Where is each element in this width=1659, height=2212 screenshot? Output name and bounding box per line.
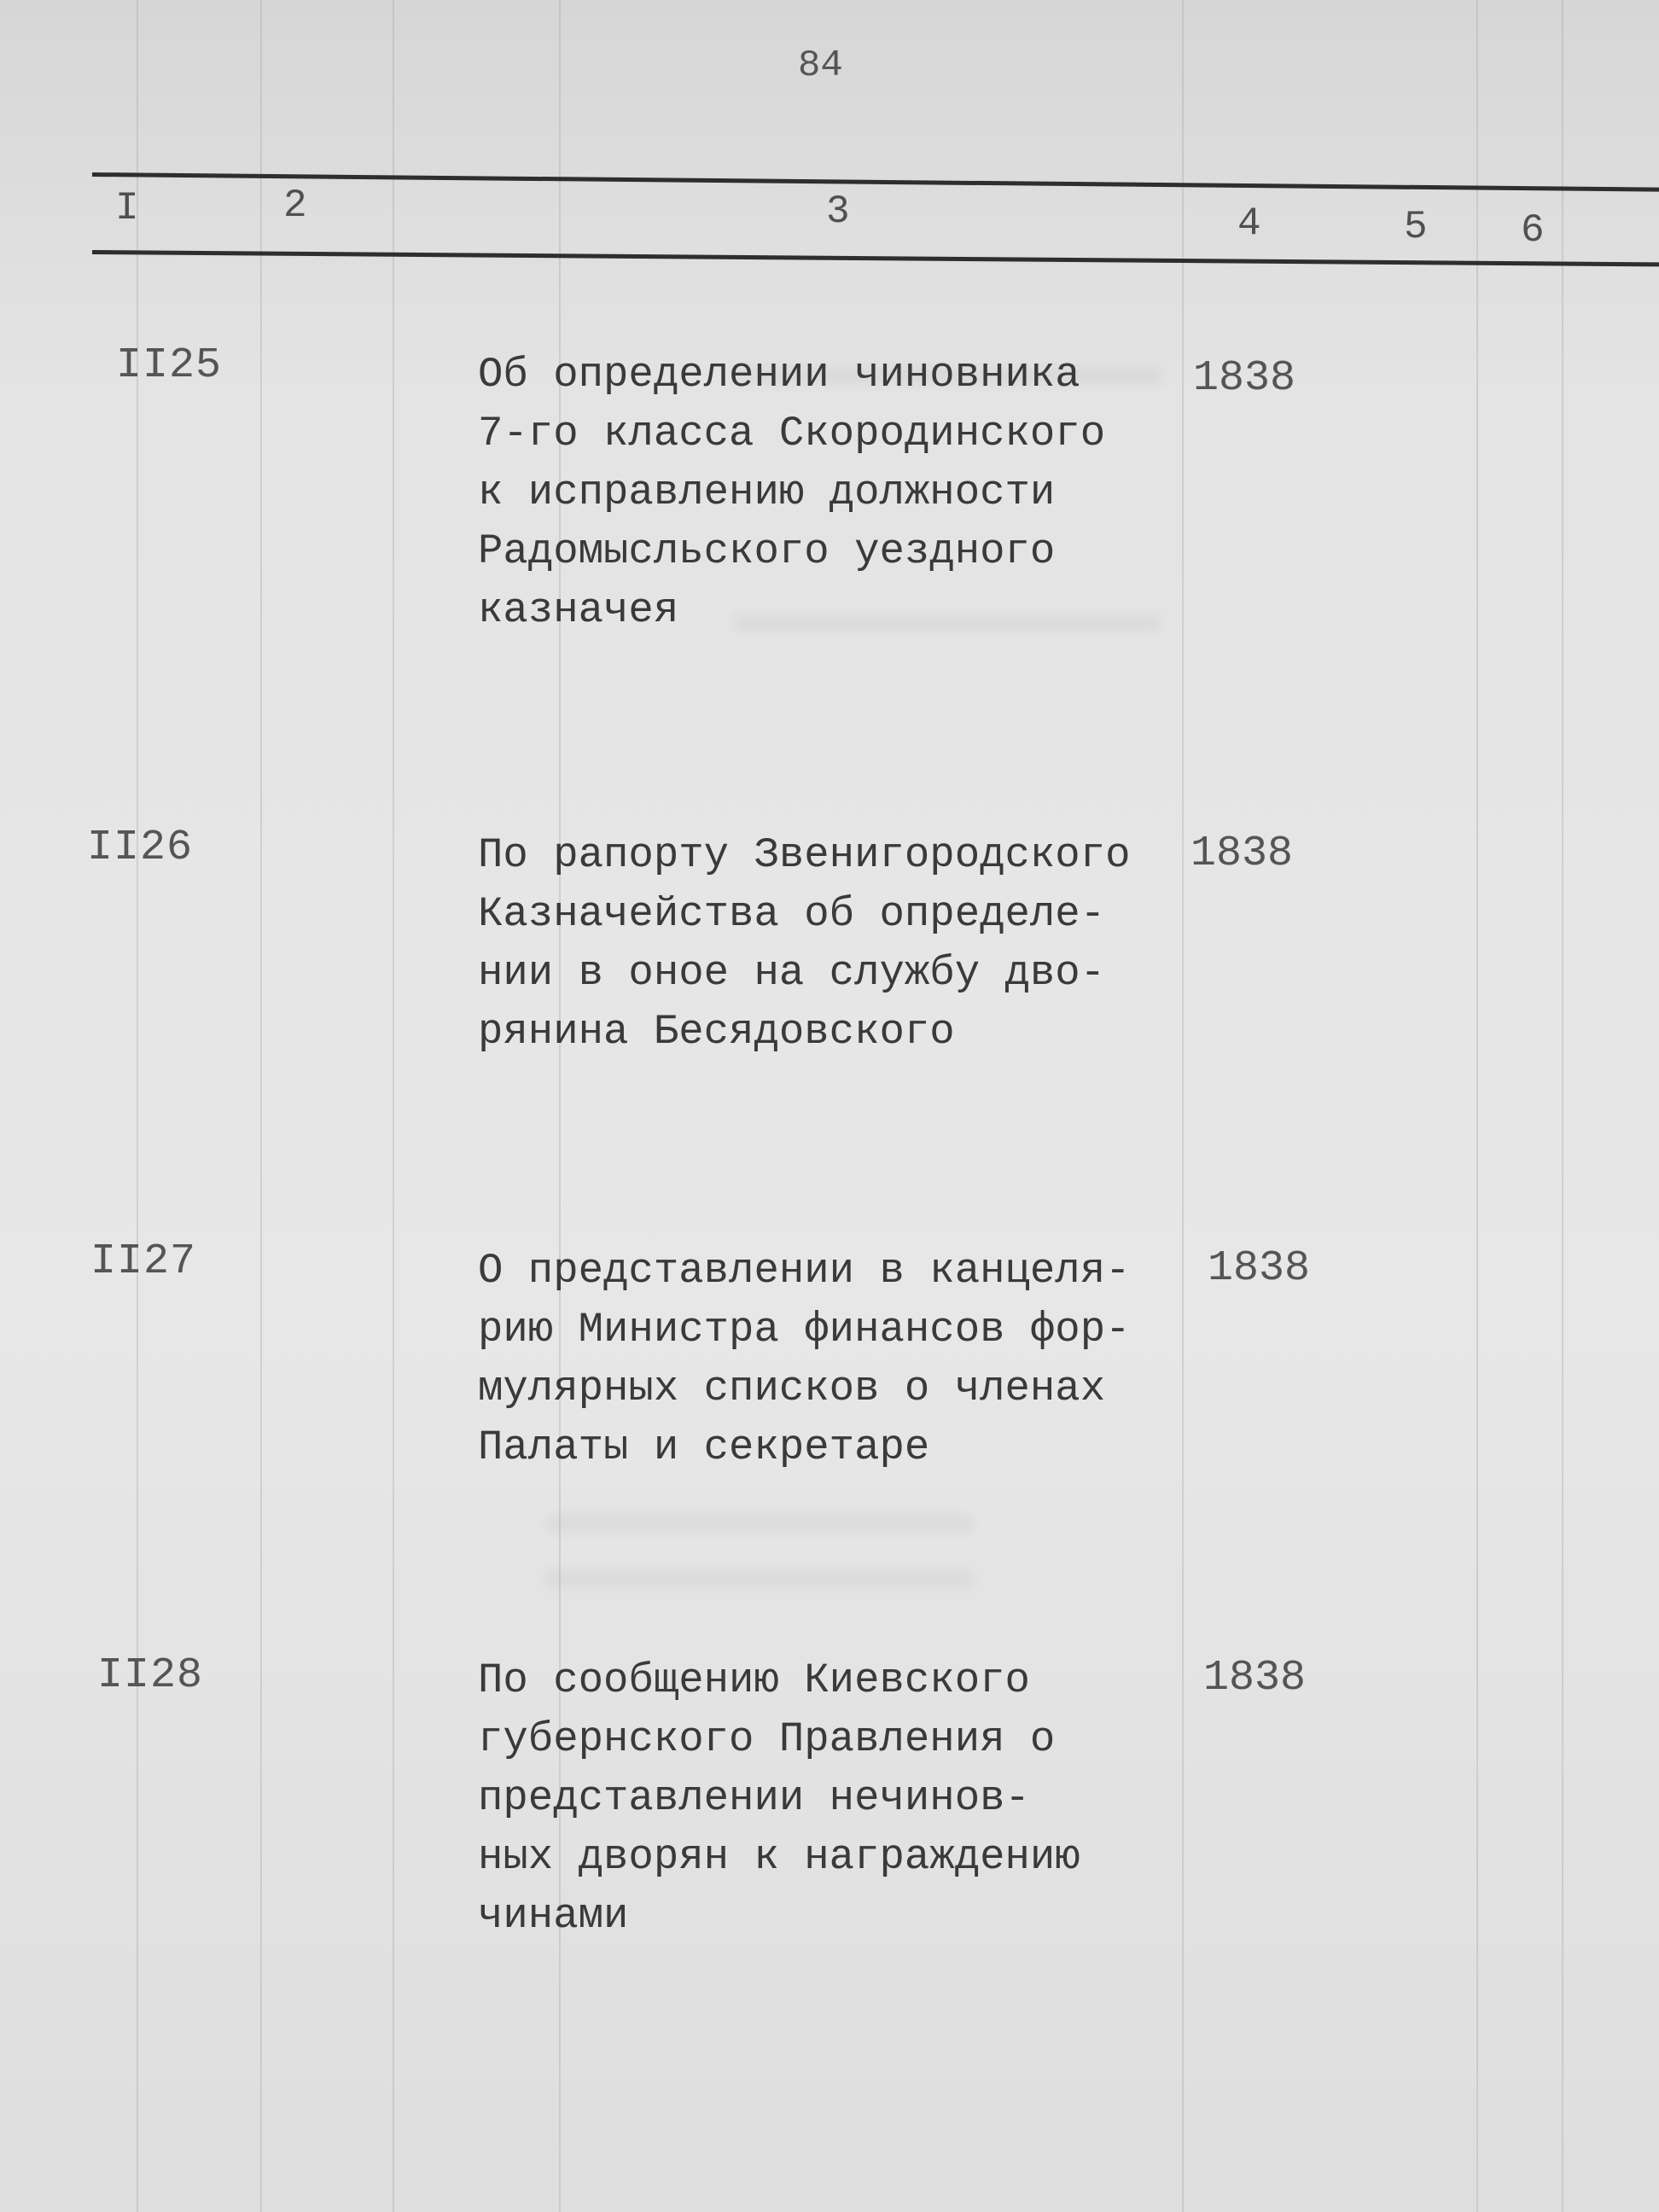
- row-title-line: Об определении чиновника: [478, 351, 1080, 399]
- form-rule: [1476, 0, 1478, 2212]
- row-title: [478, 346, 1144, 640]
- column-number-5: 5: [1404, 205, 1428, 249]
- row-title-line: мулярных списков о членах: [478, 1365, 1106, 1412]
- row-title-line: рянина Бесядовского: [478, 1008, 955, 1056]
- row-title-line: Палаты и секретаре: [478, 1423, 930, 1471]
- row-title-line: чинами: [478, 1892, 629, 1940]
- row-id: II25: [116, 341, 223, 390]
- form-rule: [1182, 0, 1184, 2212]
- row-year: 1838: [1208, 1244, 1311, 1293]
- row-title-line: Радомысльского уездного: [478, 527, 1056, 575]
- row-year: 1838: [1193, 354, 1296, 403]
- row-id: II27: [90, 1237, 197, 1286]
- column-number-6: 6: [1521, 208, 1545, 253]
- row-title-line: Казначейства об определе-: [478, 890, 1106, 938]
- row-title-line: О представлении в канцеля-: [478, 1247, 1131, 1295]
- header-bottom-rule: [92, 250, 1659, 266]
- form-rule: [137, 0, 138, 2212]
- form-rule: [260, 0, 262, 2212]
- row-title-line: По рапорту Звенигородского: [478, 831, 1131, 879]
- page-number: 84: [798, 44, 843, 87]
- bleed-through: [546, 1515, 973, 1532]
- row-title-line: По сообщению Киевского: [478, 1656, 1030, 1704]
- column-number-1: I: [115, 186, 139, 230]
- row-title: [478, 1651, 1144, 1946]
- row-id: II28: [97, 1651, 204, 1700]
- row-title-line: казначея: [478, 586, 679, 634]
- form-rule: [1562, 0, 1563, 2212]
- row-title-line: губернского Правления о: [478, 1715, 1056, 1763]
- column-number-4: 4: [1237, 201, 1261, 246]
- bleed-through: [546, 1570, 973, 1587]
- header-top-rule: [92, 172, 1659, 192]
- row-id: II26: [87, 824, 194, 872]
- row-title-line: рию Министра финансов фор-: [478, 1306, 1131, 1353]
- column-number-2: 2: [283, 183, 307, 228]
- row-title-line: 7-го класса Скородинского: [478, 410, 1106, 457]
- row-title-line: представлении нечинов-: [478, 1774, 1030, 1822]
- row-title: [478, 826, 1144, 1062]
- row-title-line: нии в оное на службу дво-: [478, 949, 1106, 997]
- row-title: [478, 1242, 1144, 1477]
- row-title-line: к исправлению должности: [478, 469, 1056, 516]
- row-year: 1838: [1203, 1654, 1307, 1703]
- form-rule: [393, 0, 394, 2212]
- row-year: 1838: [1190, 830, 1294, 878]
- row-title-line: ных дворян к награждению: [478, 1833, 1080, 1881]
- column-number-3: 3: [826, 189, 850, 234]
